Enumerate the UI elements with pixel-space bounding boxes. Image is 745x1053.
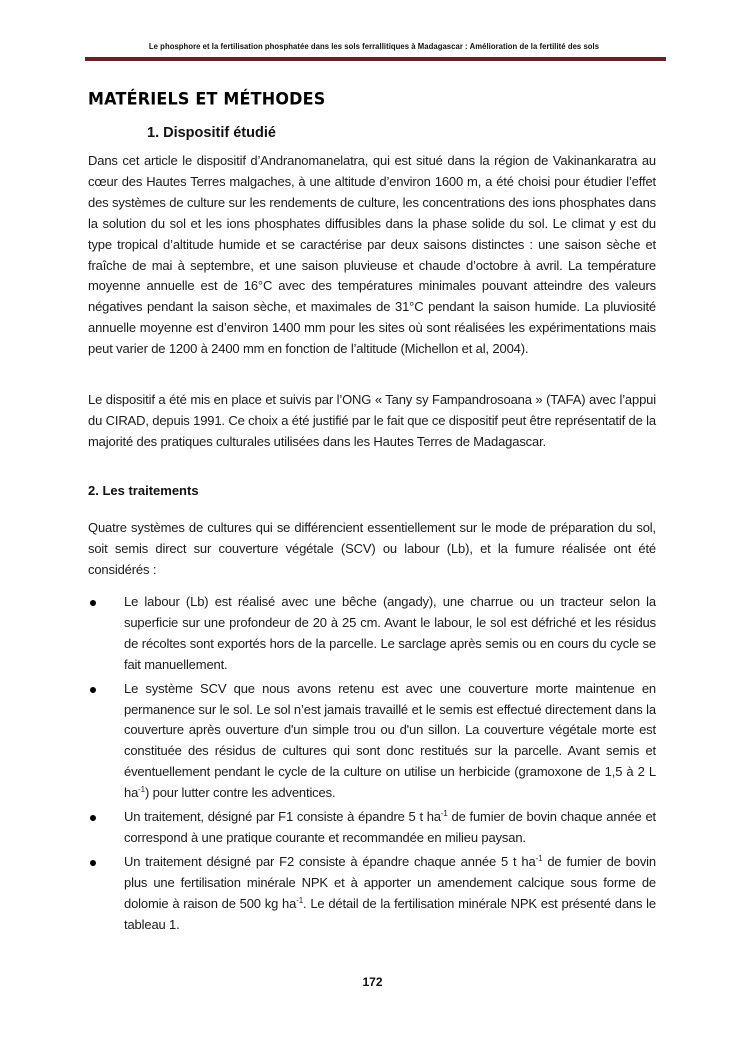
list-item-labour [88,592,656,676]
running-header: Le phosphore et la fertilisation phosphatée dans les sols ferrallitiques à Madagascar : Amélioration de la fertilité des sols [148,41,600,51]
paragraph-tafa-cirad: Le dispositif a été mis en place et suivis par l’ONG « Tany sy Fampandrosoana » (TAFA) avec l’appui du CIRAD, depuis 1991. Ce choix a été justifié par le fait que ce dispositif peut être représentatif de la majorité des pratiques culturales utilisées dans les Hautes Terres de Madagascar. [88,392,656,449]
paragraph-traitements-intro: Quatre systèmes de cultures qui se différencient essentiellement sur le mode de préparation du sol, soit semis direct sur couverture végétale (SCV) ou labour (Lb), et la fumure réalisée ont été considérés : [88,520,656,577]
list-item-text: Le système SCV que nous avons retenu est avec une couverture morte maintenue en permanence sur le sol. Le sol n’est jamais travaillé et le semis est effectué directement dans la couverture après ouverture d'un simple trou ou d'un sillon. La couverture végétale morte est constituée des résidus de cultures qui sont donc restitués sur la parcelle. Avant semis et éventuellement pendant le cycle de la culture on utilise un herbicide (gramoxone de 1,5 à 2 L ha [124,680,656,801]
list-item-scv [88,679,656,804]
bullet-icon [90,600,96,606]
list-item-text: ) pour lutter contre les adventices. [145,785,336,801]
subsection-heading-traitements: 2. Les traitements [88,483,199,498]
list-item-text: Un traitement, désigné par F1 consiste à épandre 5 t ha [124,809,441,825]
superscript: -1 [535,853,543,863]
list-item-text: Un traitement désigné par F2 consiste à épandre chaque année 5 t ha [124,853,536,869]
section-title: MATÉRIELS ET MÉTHODES [88,88,326,109]
list-item-text: de fumier de bovin plus une fertilisation minérale NPK et à apporter un amendement calcique sous forme de dolomie à raison de 500 kg ha [124,853,656,911]
bullet-icon [90,687,96,693]
superscript: -1 [296,895,304,905]
superscript: -1 [440,809,448,819]
treatment-list [88,592,656,939]
page-number: 172 [362,975,383,989]
subsection-heading-dispositif: 1. Dispositif étudié [147,125,276,141]
superscript: -1 [138,785,145,795]
list-item-text: . Le détail de la fertilisation minérale NPK est présenté dans le tableau 1. [124,895,657,932]
list-item-text: de fumier de bovin chaque année et correspond à une pratique courante et recommandée en milieu paysan. [124,809,656,845]
paragraph-site-description: Dans cet article le dispositif d’Andranomanelatra, qui est situé dans la région de Vakinankaratra au cœur des Hautes Terres malgaches, à une altitude d’environ 1600 m, a été choisi pour étudier l’effet des systèmes de culture sur les rendements de culture, les concentrations des ions phosphates dans la solution du sol et les ions phosphates diffusibles dans la phase solide du sol. Le climat y est du type tropical d’altitude humide et se caractérise par deux saisons distinctes : une saison sèche et fraîche de mai à septembre, et une saison pluvieuse et chaude d’octobre à avril. La température moyenne annuelle est de 16°C avec des températures minimales pouvant atteindre des valeurs négatives pendant la saison sèche, et maximales de 31°C pendant la saison humide. La pluviosité annuelle moyenne est d’environ 1400 mm pour les sites où sont réalisées les expérimentations mais peut varier de 1200 à 2400 mm en fonction de l’altitude (Michellon et al, 2004). [88,153,656,357]
list-item-f1 [88,807,656,849]
bullet-icon [90,815,96,821]
list-item-text: Le labour (Lb) est réalisé avec une bêche (angady), une charrue ou un tracteur selon la superficie sur une profondeur de 20 à 25 cm. Avant le labour, le sol est défriché et les résidus de récoltes sont exportés hors de la parcelle. Le sarclage après semis ou en cours du cycle se fait manuellement. [124,594,656,672]
bullet-icon [90,860,96,866]
header-rule [85,57,666,61]
list-item-f2 [88,852,656,936]
